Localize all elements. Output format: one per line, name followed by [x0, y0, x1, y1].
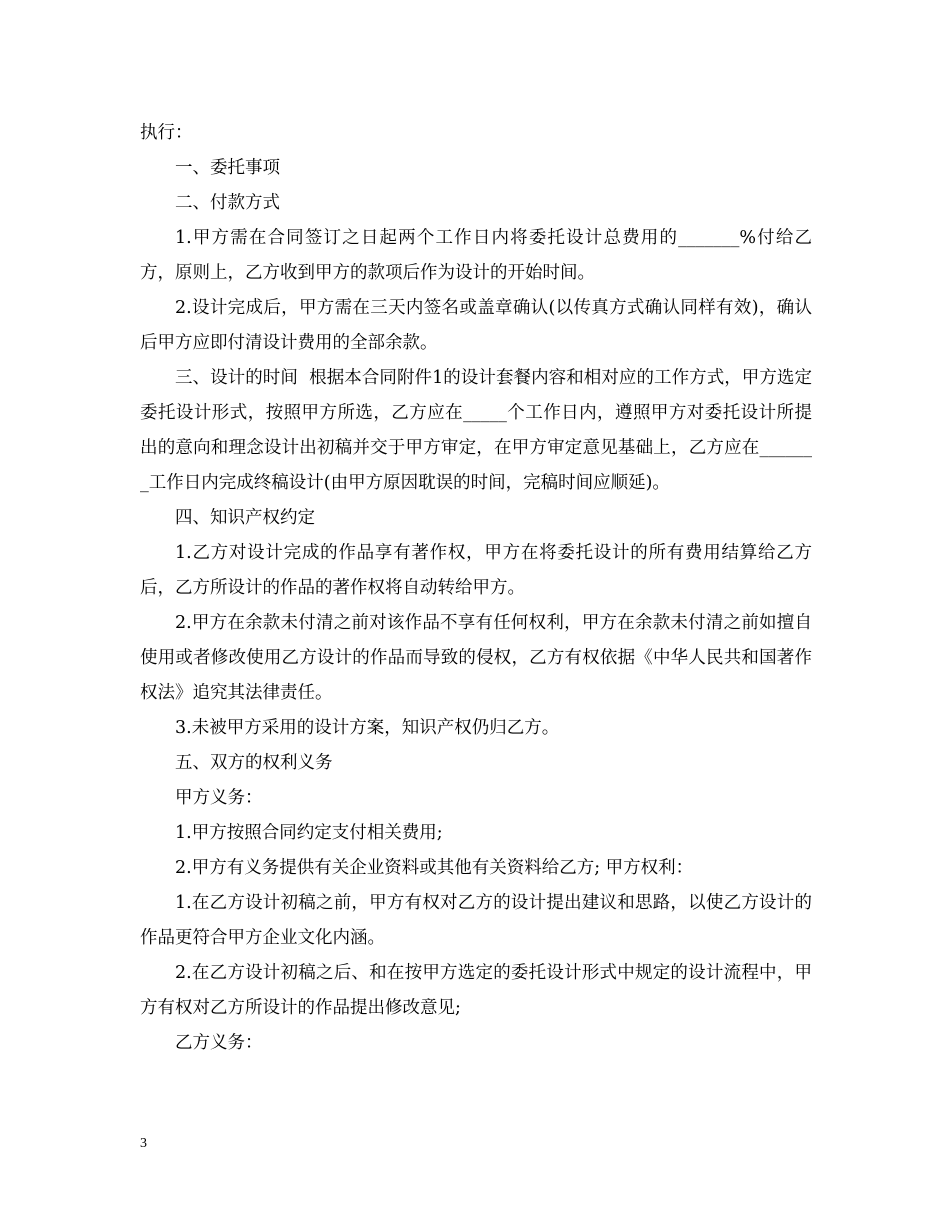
- paragraph: 1.乙方对设计完成的作品享有著作权，甲方在将委托设计的所有费用结算给乙方后，乙方所设计的作品的著作权将自动转给甲方。: [140, 543, 812, 598]
- paragraph: 3.未被甲方采用的设计方案，知识产权仍归乙方。: [175, 718, 560, 738]
- paragraph: 2.甲方有义务提供有关企业资料或其他有关资料给乙方; 甲方权利：: [175, 858, 694, 878]
- paragraph: 2.在乙方设计初稿之后、和在按甲方选定的委托设计形式中规定的设计流程中，甲方有权对乙方所设计的作品提出修改意见;: [140, 963, 812, 1018]
- subheading: 甲方义务：: [175, 788, 263, 808]
- paragraph: 执行：: [140, 123, 193, 143]
- document-body: [140, 116, 812, 1061]
- section-heading: 二、付款方式: [175, 193, 280, 213]
- paragraph: 2.设计完成后，甲方需在三天内签名或盖章确认(以传真方式确认同样有效)，确认后甲方应即付清设计费用的全部余款。: [140, 298, 812, 353]
- paragraph: 1.甲方按照合同约定支付相关费用;: [175, 823, 443, 843]
- paragraph: 三、设计的时间 根据本合同附件1的设计套餐内容和相对应的工作方式，甲方选定委托设计形式，按照甲方所选，乙方应在_____个工作日内，遵照甲方对委托设计所提出的意向和理念设计出初稿并交于甲方审定，在甲方审定意见基础上，乙方应在_______工作日内完成终稿设计(由甲方原因耽误的时间，完稿时间应顺延)。: [140, 368, 812, 493]
- section-heading: 四、知识产权约定: [175, 508, 315, 528]
- section-heading: 一、委托事项: [175, 158, 280, 178]
- paragraph: 1.甲方需在合同签订之日起两个工作日内将委托设计总费用的_______%付给乙方，原则上，乙方收到甲方的款项后作为设计的开始时间。: [140, 228, 812, 283]
- paragraph: 1.在乙方设计初稿之前，甲方有权对乙方的设计提出建议和思路，以使乙方设计的作品更符合甲方企业文化内涵。: [140, 893, 812, 948]
- paragraph: 2.甲方在余款未付清之前对该作品不享有任何权利，甲方在余款未付清之前如擅自使用或者修改使用乙方设计的作品而导致的侵权，乙方有权依据《中华人民共和国著作权法》追究其法律责任。: [140, 613, 812, 703]
- subheading: 乙方义务：: [175, 1033, 263, 1053]
- page-number: 3: [140, 1136, 147, 1151]
- section-heading: 五、双方的权利义务: [175, 753, 333, 773]
